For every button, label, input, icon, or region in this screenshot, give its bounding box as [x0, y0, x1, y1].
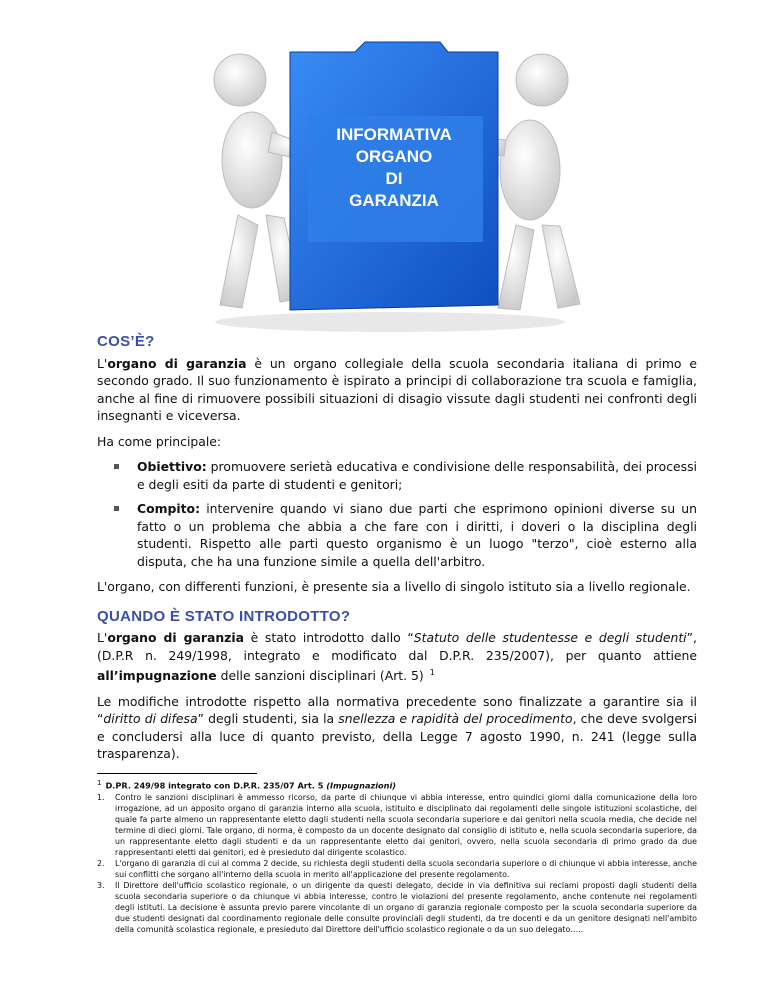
footnote-item: 3. Il Direttore dell'ufficio scolastico regionale, o un dirigente da questi delegato, decide in via definitiva sui reclami proposti dagli studenti della scuola secondaria superiore o da chiunque vi abbia interesse, contro le violazioni del presente regolamento, anche contenute nei regolamenti degli istituti. La decisione è assunta previo parere vincolante di un organo di garanzia regionale composto per la scuola secondaria superiore da due studenti designati dal coordinamento regionale delle consulte provinciali degli studenti, da tre docenti e da un genitore designati nell'ambito della comunità scolastica regionale, e presieduto dal Direttore dell'ufficio scolastico regionale o da un suo delegato…..: [97, 881, 697, 935]
bullet-icon: [114, 506, 119, 511]
section-heading-cos-e: COS’È?: [97, 333, 155, 350]
footnote: [97, 778, 697, 936]
figures-carrying-folder-image: [180, 40, 600, 340]
bullet-list: [97, 458, 697, 570]
section-heading-quando: QUANDO È STATO INTRODOTTO?: [97, 607, 351, 625]
folder-label-line: GARANZIA: [349, 191, 439, 210]
paragraph-definition: L'organo di garanzia è un organo collegiale della scuola secondaria italiana di primo e secondo grado. Il suo funzionamento è ispirato a principi di collaborazione tra scuola e famiglia, anche al fine di rimuovere possibili situazioni di disagio vissute dagli studenti nei confronti degli insegnanti e viceversa.: [97, 355, 697, 423]
footnote-reference: 1: [429, 668, 435, 677]
footnote-list: [97, 792, 697, 935]
footnote-item: 2. L'organo di garanzia di cui al comma 2 decide, su richiesta degli studenti della scuola secondaria superiore o di chiunque vi abbia interesse, anche sui conflitti che sorgano all'interno della scuola in merito all'applicazione del presente regolamento.: [97, 859, 697, 880]
footnote-title: 1 D.PR. 249/98 integrato con D.P.R. 235/07 Art. 5 (Impugnazioni): [97, 778, 397, 791]
footnote-divider: [97, 773, 257, 774]
bullet-icon: [114, 464, 119, 469]
paragraph-intro: Ha come principale:: [97, 433, 222, 449]
document-body: [97, 333, 697, 935]
paragraph-introduction: L'organo di garanzia è stato introdotto dallo “Statuto delle studentesse e degli studenti”, (D.P.R n. 249/1998, integrato e modificato dal D.P.R. 235/2007), per quanto attiene all’impugnazione delle sanzioni disciplinari (Art. 5) $^1$: [97, 630, 697, 684]
folder-label-line: INFORMATIVA: [336, 125, 452, 144]
folder-label-line: DI: [385, 169, 403, 188]
list-item: Compito: intervenire quando vi siano due parti che esprimono opinioni diverse su un fatto o un problema che abbia a che fare con i diritti, i doveri o la disciplina degli studenti. Rispetto alle parti questo organismo è un luogo "terzo", cioè esterno alla disputa, che ha una funzione simile a quella dell'arbitro.: [97, 500, 697, 570]
illustration: [180, 40, 600, 340]
footnote-item: 1. Contro le sanzioni disciplinari è ammesso ricorso, da parte di chiunque vi abbia interesse, entro quindici giorni dalla comunicazione della loro irrogazione, ad un apposito organo di garanzia interno alla scuola, istituito e disciplinato dai regolamenti delle singole istituzioni scolastiche, del quale fa parte almeno un rappresentante eletto dagli studenti nella scuola secondaria superiore e dai genitori nella scuola media, che decide nel termine di dieci giorni. Tale organo, di norma, è composto da un docente designato dal consiglio di istituto e, nella scuola secondaria superiore, da un rappresentante eletto dagli studenti e da un rappresentante eletto dai genitori, ovvero, nella scuola secondaria di primo grado da due rappresentanti eletti dai genitori, ed è presieduto dal dirigente scolastico.: [97, 793, 697, 858]
paragraph-levels: L'organo, con differenti funzioni, è presente sia a livello di singolo istituto sia a livello regionale.: [97, 579, 691, 594]
folder-label-line: ORGANO: [355, 147, 433, 166]
paragraph-modifiche: Le modifiche introdotte rispetto alla normativa precedente sono finalizzate a garantire sia il “diritto di difesa” degli studenti, sia la snellezza e rapidità del procedimento, che deve svolgersi e concludersi alla luce di quanto previsto, della Legge 7 agosto 1990, n. 241 (legge sulla trasparenza).: [97, 693, 698, 762]
list-item: Obiettivo: promuovere serietà educativa e condivisione delle responsabilità, dei processi e degli esiti da parte di studenti e genitori;: [97, 458, 697, 493]
